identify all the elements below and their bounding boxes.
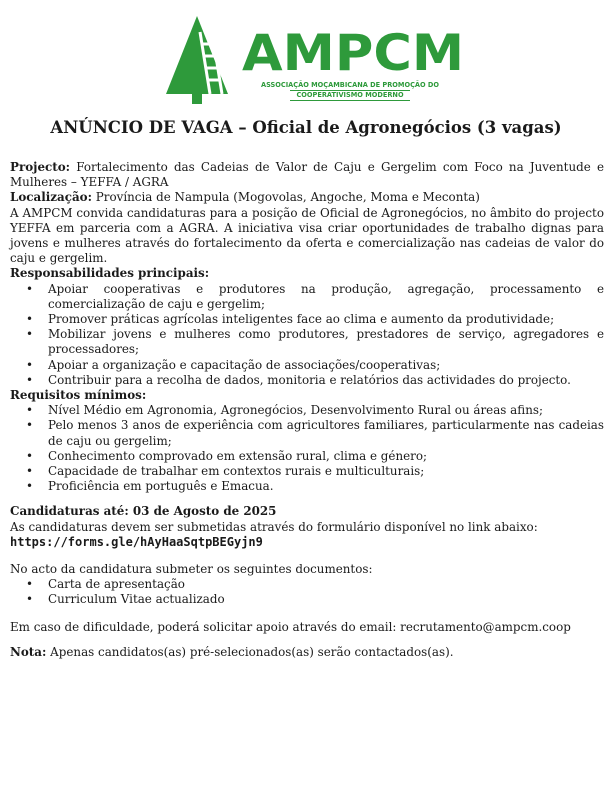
support-text: Em caso de dificuldade, poderá solicitar apoio através do email: recrutamento@ampcm.coop [10, 619, 571, 634]
ampcm-logo [164, 16, 465, 110]
deadline-text: Candidaturas até: 03 de Agosto de 2025 [10, 504, 277, 519]
project-text: Fortalecimento das Cadeias de Valor de Caju e Gergelim com Foco na Juventude e Mulheres – YEFFA / AGRA [10, 160, 604, 190]
tree-ladder-icon [164, 16, 230, 104]
bullet-icon: • [26, 357, 34, 372]
bullet-icon: • [26, 592, 34, 607]
location-label: Localização: [10, 190, 92, 205]
bullet-icon: • [26, 312, 34, 327]
logo-subtitle-line2: COOPERATIVISMO MODERNO [290, 90, 409, 101]
list-item-text: Capacidade de trabalhar em contextos rurais e multiculturais; [48, 464, 425, 479]
list-item [10, 312, 604, 327]
list-item [10, 358, 604, 373]
list-item [10, 592, 604, 607]
bullet-icon: • [26, 448, 34, 463]
list-item-text: Apoiar a organização e capacitação de associações/cooperativas; [48, 357, 441, 372]
logo-subtitle-line1: ASSOCIAÇÃO MOÇAMBICANA DE PROMOÇÃO DO [260, 81, 440, 89]
list-item-text: Mobilizar jovens e mulheres como produtores, prestadores de serviço, agregadores e processadores; [48, 327, 604, 357]
list-item-text: Apoiar cooperativas e produtores na produção, agregação, processamento e comercialização de caju e gergelim; [48, 281, 604, 311]
documents-intro: No acto da candidatura submeter os seguintes documentos: [10, 562, 373, 577]
note [10, 645, 604, 660]
list-item [10, 403, 604, 418]
bullet-icon: • [26, 372, 34, 387]
bullet-icon: • [26, 577, 34, 592]
location-text: Província de Nampula (Mogovolas, Angoche, Moma e Meconta) [92, 190, 480, 205]
deadline [10, 504, 604, 519]
submit-instructions: As candidaturas devem ser submetidas através do formulário disponível no link abaixo: [10, 519, 538, 534]
announcement-body [10, 160, 604, 660]
bullet-icon: • [26, 464, 34, 479]
bullet-icon: • [26, 281, 34, 296]
form-link[interactable] [10, 535, 604, 550]
requirements-heading-text: Requisitos mínimos: [10, 388, 147, 403]
spacer [10, 635, 604, 645]
list-item-text: Curriculum Vitae actualizado [48, 592, 225, 607]
list-item-text: Proficiência em português e Emacua. [48, 479, 274, 494]
list-item-text: Promover práticas agrícolas inteligentes face ao clima e aumento da produtividade; [48, 312, 555, 327]
list-item [10, 282, 604, 312]
spacer [10, 608, 604, 620]
bullet-icon: • [26, 327, 34, 342]
bullet-icon: • [26, 418, 34, 433]
list-item [10, 479, 604, 494]
project-line [10, 160, 604, 190]
list-item-text: Pelo menos 3 anos de experiência com agricultores familiares, particularmente nas cadeias de caju ou gergelim; [48, 418, 604, 448]
responsibilities-list [10, 282, 604, 388]
spacer [10, 494, 604, 504]
list-item-text: Nível Médio em Agronomia, Agronegócios, Desenvolvimento Rural ou áreas afins; [48, 403, 543, 418]
requirements-list [10, 403, 604, 494]
location-line [10, 190, 604, 205]
note-label: Nota: [10, 644, 47, 659]
list-item-text: Contribuir para a recolha de dados, monitoria e relatórios das actividades do projecto. [48, 372, 571, 387]
list-item [10, 449, 604, 464]
intro-paragraph: A AMPCM convida candidaturas para a posição de Oficial de Agronegócios, no âmbito do projecto YEFFA em parceria com a AGRA. A iniciativa visa criar oportunidades de trabalho dignas para jovens e mulheres através do fortalecimento da oferta e comercialização nas cadeias de valor do caju e gergelim. [10, 205, 604, 266]
bullet-icon: • [26, 479, 34, 494]
documents-list [10, 577, 604, 607]
list-item [10, 577, 604, 592]
responsibilities-heading [10, 266, 604, 281]
list-item [10, 327, 604, 357]
list-item-text: Conhecimento comprovado em extensão rural, clima e género; [48, 448, 427, 463]
note-text: Apenas candidatos(as) pré-selecionados(as) serão contactados(as). [46, 644, 454, 659]
list-item-text: Carta de apresentação [48, 577, 185, 592]
responsibilities-heading-text: Responsabilidades principais: [10, 266, 210, 281]
spacer [10, 550, 604, 562]
list-item [10, 418, 604, 448]
logo-subtitle [244, 81, 456, 101]
page-title: ANÚNCIO DE VAGA – Oficial de Agronegócios (3 vagas) [50, 118, 562, 137]
requirements-heading [10, 388, 604, 403]
project-label: Projecto: [10, 160, 71, 174]
form-link-text[interactable]: https://forms.gle/hAyHaaSqtpBEGyjn9 [10, 534, 263, 549]
bullet-icon: • [26, 403, 34, 418]
logo-wordmark: AMPCM [242, 24, 465, 82]
list-item [10, 464, 604, 479]
list-item [10, 373, 604, 388]
